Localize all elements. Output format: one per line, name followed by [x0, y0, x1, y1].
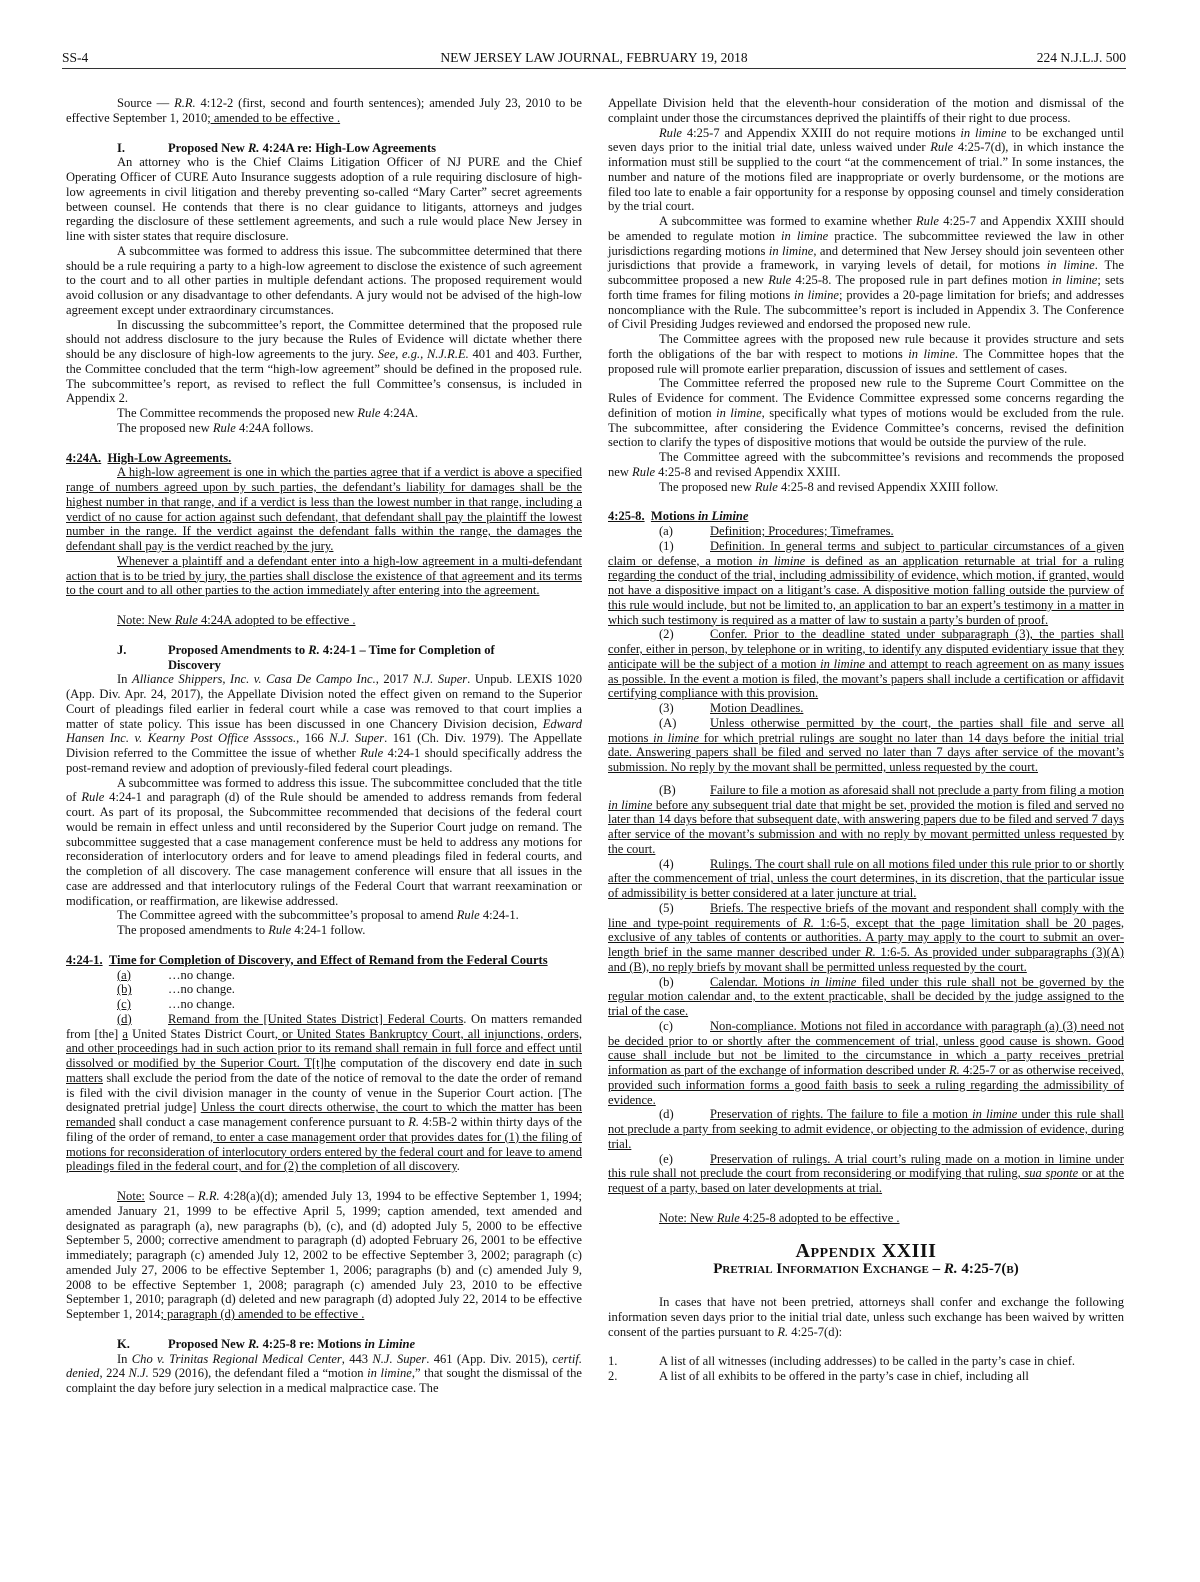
- rule-subheading: (3) Motion Deadlines.: [659, 701, 804, 715]
- rule-4-25-8-heading: 4:25-8. Motions in Limine: [608, 509, 749, 524]
- appendix-subtitle: Pretrial Information Exchange – R. 4:25-7(b): [713, 1261, 1019, 1278]
- rule-text: (b) Calendar. Motions in limine filed under this rule shall not be governed by the regular motion calendar and, to the extent practicable, shall be decided by the judge assigned to the trial of the case.: [608, 974, 1124, 1018]
- section-j-heading-cont: Discovery: [168, 657, 221, 672]
- page-number: SS-4: [62, 50, 89, 65]
- paragraph: In discussing the subcommittee’s report, the Committee determined that the proposed rule should not address disclosure to the jury because the Rules of Evidence will dictate whether there should be any disclosure of high-low agreements to the jury. See, e.g., N.J.R.E. 401 and 403. Further, the Committee concluded that the term “high-low agreement” should be defined in the proposed rule. The subcommittee’s report, as revised to reflect the full Committee’s consensus, is included in Appendix 2.: [66, 317, 583, 406]
- list-item: 1. A list of all witnesses (including addresses) to be called in the party’s case in chief.: [608, 1354, 1076, 1369]
- paragraph: The Committee agrees with the proposed new rule because it provides structure and sets forth the obligations of the bar with respect to motions in limine. The Committee hopes that the proposed rule will promote earlier preparation, discussion of issues and settlement of cases.: [608, 332, 1124, 376]
- rule-subheading: (a) Definition; Procedures; Timeframes.: [659, 524, 894, 538]
- section-j-heading: J. Proposed Amendments to R. 4:24-1 – Time for Completion of: [117, 642, 495, 657]
- left-column: [66, 96, 582, 1396]
- citation: 224 N.J.L.J. 500: [1036, 50, 1126, 65]
- paragraph: The Committee agreed with the subcommittee’s revisions and recommends the proposed new Rule 4:25-8 and revised Appendix XXIII.: [608, 450, 1124, 479]
- section-k-heading: K. Proposed New R. 4:25-8 re: Motions in Limine: [117, 1336, 416, 1351]
- rule-4-24a-heading: 4:24A. High-Low Agreements.: [66, 450, 232, 465]
- rule-text: A high-low agreement is one in which the parties agree that if a verdict is above a specified range of numbers agreed upon by such parties, the defendant’s liability for damages shall be the highest number in that range, and if a verdict is less than the lowest number in that range, including a verdict of no cause for action against such defendant, that defendant shall pay the plaintiff the lowest number in the range. If the verdict against the defendant falls within the range, the damages the defendant shall pay is the verdict reached by the jury.: [66, 465, 582, 553]
- rule-text: (A) Unless otherwise permitted by the court, the parties shall file and serve all motions in limine for which pretrial rulings are sought no later than 14 days before the initial trial date. Answering papers shall be filed and served no later than 7 days after service of the movant’s submission. No reply by the movant shall be permitted, unless requested by the court.: [608, 715, 1124, 774]
- rule-text: Whenever a plaintiff and a defendant enter into a high-low agreement in a multi-defendant action that is to be tried by jury, the parties shall disclose the existence of that agreement and its terms to the court and to all other parties to the action immediately after entering into the agreement.: [66, 553, 582, 598]
- note: Note: New Rule 4:24A adopted to be effective .: [117, 613, 356, 627]
- paragraph: A subcommittee was formed to examine whether Rule 4:25-7 and Appendix XXIII should be amended to regulate motion in limine practice. The subcommittee reviewed the law in other jurisdictions regarding motions in limine, and determined that New Jersey should join seventeen other jurisdictions that provide a framework, in varying levels of detail, for motions in limine. The subcommittee proposed a new Rule 4:25-8. The proposed rule in part defines motion in limine; sets forth time frames for filing motions in limine; provides a 20-page limitation for briefs; and addresses noncompliance with the Rule. The subcommittee’s report is included in Appendix 3. The Conference of Civil Presiding Judges reviewed and endorsed the proposed new rule.: [608, 214, 1125, 332]
- paragraph: In Cho v. Trinitas Regional Medical Center, 443 N.J. Super. 461 (App. Div. 2015), certif. denied, 224 N.J. 529 (2016), the defendant filed a “motion in limine,” that sought the dismissal of the complaint the day before jury selection in a medical malpractice case. The: [66, 1351, 582, 1395]
- paragraph: The proposed new Rule 4:25-8 and revised Appendix XXIII follow.: [659, 479, 999, 494]
- section-i-heading: I. Proposed New R. 4:24A re: High-Low Agreements: [117, 140, 437, 155]
- note: Note: New Rule 4:25-8 adopted to be effective .: [659, 1210, 900, 1225]
- right-column: [608, 96, 1124, 1384]
- rule-text: (B) Failure to file a motion as aforesaid shall not preclude a party from filing a motion in limine before any subsequent trial date that might be set, provided the motion is filed and served no later than 14 days before that subsequent date, with answering papers due to be filed and served 7 days after service of the movant’s submission and with no reply by movant permitted unless requested by the court.: [608, 782, 1125, 856]
- rule-4-24-1-heading: 4:24-1. Time for Completion of Discovery, and Effect of Remand from the Federal Courts: [66, 952, 548, 967]
- paragraph: An attorney who is the Chief Claims Litigation Officer of NJ PURE and the Chief Operating Officer of CURE Auto Insurance suggests adoption of a rule requiring disclosure of high-low agreements in civil litigation and thereby preventing so-called “Mary Carter” secret agreements between counsel. He contends that there is no clear guidance to litigants, attorneys and judges regarding the disclosure of these settlement agreements, and such a rule would place New Jersey in line with sister states that require disclosure.: [66, 155, 582, 243]
- paragraph: A subcommittee was formed to address this issue. The subcommittee concluded that the title of Rule 4:24-1 and paragraph (d) of the Rule should be amended to address remands from federal court. As part of its proposal, the Subcommittee recommended that decisions of the federal court would be remain in effect unless and until reconsidered by the Superior Court judge on remand. The subcommittee suggested that a case management conference must be held to address any motions for reconsideration of interlocutory orders and for leave to amend pleadings filed in federal courts, and the completion of all discovery. The case management conference will ensure that all issues in the case are addressed and that interlocutory rulings of the Federal Court that warrant reexamination or modification, or reaffirmation, are likewise addressed.: [66, 775, 582, 908]
- list-item: (c) …no change.: [117, 997, 235, 1011]
- rule-text: (2) Confer. Prior to the deadline stated under subparagraph (3), the parties shall confer, either in person, by telephone or in writing, to identify any disputed evidentiary issue that they anticipate will be the subject of a motion in limine and attempt to reach agreement on as many issues as possible. In the event a motion is filed, the movant’s papers shall include a certification or affidavit certifying compliance with this provision.: [608, 627, 1124, 701]
- paragraph: The proposed amendments to Rule 4:24-1 follow.: [117, 923, 366, 937]
- paragraph: In cases that have not been pretried, attorneys shall confer and exchange the following information seven days prior to the initial trial date, unless such exchange has been waived by written consent of the parties pursuant to R. 4:25-7(d):: [608, 1295, 1124, 1339]
- rule-text: (4) Rulings. The court shall rule on all motions filed under this rule prior to or shortly after the commencement of trial, unless the court determines, in its discretion, that the particular issue of admissibility is better considered at a later juncture at trial.: [608, 856, 1124, 900]
- list-item: (a) …no change.: [117, 967, 235, 982]
- appendix-title: Appendix XXIII: [795, 1239, 937, 1262]
- rule-text: (1) Definition. In general terms and subject to particular circumstances of a given claim or defense, a motion in limine is defined as an application returnable at trial for a ruling regarding the conduct of the trial, including admissibility of evidence, which motion, if granted, would not have a dispositive impact on a litigant’s case. A dispositive motion falling outside the purview of this rule would include, but not be limited to, an application to bar an expert’s testimony in a matter in which such testimony is required as a matter of law to sustain a party’s burden of proof.: [608, 538, 1124, 627]
- paragraph: A subcommittee was formed to address this issue. The subcommittee determined that there should be a rule requiring a party to a high-low agreement to disclose the existence of such agreement to the court and to all other parties in multiple defendant actions. The proposed requirement would avoid collusion or any disadvantage to other defendants. A jury would not be advised of the high-low agreement except under extraordinary circumstances.: [66, 243, 582, 317]
- rule-paragraph-d: (d) Remand from the [United States District] Federal Courts. On matters remanded from [the] a United States District Court, or United States Bankruptcy Court, all injunctions, orders, and other proceedings had in such action prior to its remand shall remain in full force and effect until dissolved or modified by the Superior Court. T[t]he computation of the discovery end date in such matters shall exclude the period from the date of the notice of removal to the date the order of remand is filed with the civil division manager in the county of venue in the Superior Court action. [The designated pretrial judge] Unless the court directs otherwise, the court to which the matter has been remanded shall conduct a case management conference pursuant to R. 4:5B-2 within thirty days of the filing of the order of remand, to enter a case management order that provides dates for (1) the filing of motions for reconsideration of interlocutory orders entered by the federal court and for leave to amend pleadings filed in the federal court, and for (2) the completion of all discovery.: [66, 1011, 583, 1174]
- paragraph: The Committee referred the proposed new rule to the Supreme Court Committee on the Rules of Evidence for comment. The Evidence Committee expressed some concerns regarding the definition of motion in limine, specifically what types of motions would be excluded from the rule. The subcommittee, after considering the Evidence Committee’s concerns, revised the definition section to clarify the types of dispositive motions that would be outside the purview of the rule.: [608, 376, 1124, 450]
- rule-text: (e) Preservation of rulings. A trial court’s ruling made on a motion in limine under this rule shall not preclude the court from reconsidering or modifying that ruling, sua sponte or at the request of a party, based on later developments at trial.: [608, 1151, 1125, 1195]
- rule-text: (5) Briefs. The respective briefs of the movant and respondent shall comply with the line and type-point requirements of R. 1:6-5, except that the page limitation shall be 20 pages, exclusive of any tables of contents or authorities. A party may apply to the court to submit an over-length brief in the same manner described under R. 1:6-5. As provided under subparagraphs (3)(A) and (B), no reply briefs by movant shall be permitted unless requested by the court.: [608, 900, 1124, 974]
- list-item: (b) …no change.: [117, 982, 235, 997]
- paragraph: The Committee agreed with the subcommittee’s proposal to amend Rule 4:24-1.: [117, 908, 519, 923]
- list-item: 2. A list of all exhibits to be offered in the party’s case in chief, including all: [608, 1369, 1029, 1383]
- source-note: Source — R.R. 4:12-2 (first, second and fourth sentences); amended July 23, 2010 to be effective September 1, 2010; amended to be effective .: [66, 96, 582, 125]
- paragraph: The Committee recommends the proposed new Rule 4:24A.: [117, 406, 419, 420]
- page-header: [62, 48, 1126, 69]
- paragraph: The proposed new Rule 4:24A follows.: [117, 420, 314, 435]
- rule-text: (c) Non-compliance. Motions not filed in accordance with paragraph (a) (3) need not be decided prior to or shortly after the commencement of trial, unless good cause is shown. Good cause shall include but not be limited to the circumstance in which a party receives pretrial information as part of the exchange of information described under R. 4:25-7 or as otherwise received, provided such information forms a good faith basis to seek a ruling regarding the admissibility of evidence.: [608, 1018, 1124, 1107]
- rule-text: (d) Preservation of rights. The failure to file a motion in limine under this rule shall not preclude a party from seeking to admit evidence, or objecting to the admission of evidence, during trial.: [608, 1107, 1124, 1151]
- note: Note: Source – R.R. 4:28(a)(d); amended July 13, 1994 to be effective September 1, 1994; amended January 21, 1999 to be effective April 5, 1999; caption amended, text amended and designated as paragraph (a), new paragraphs (b), (c), and (d) adopted July 5, 2000 to be effective September 5, 2000; corrective amendment to paragraph (d) adopted February 26, 2001 to be effective immediately; paragraph (c) amended July 12, 2002 to be effective September 3, 2002; paragraph (c) amended July 27, 2006 to be effective September 1, 2006; paragraphs (b) and (c) amended July 9, 2008 to be effective September 1, 2008; paragraph (c) amended July 23, 2010 to be effective September 1, 2010; paragraph (d) deleted and new paragraph (d) adopted July 22, 2014 to be effective September 1, 2014; paragraph (d) amended to be effective .: [66, 1189, 582, 1321]
- paragraph: In Alliance Shippers, Inc. v. Casa De Campo Inc., 2017 N.J. Super. Unpub. LEXIS 1020 (App. Div. Apr. 24, 2017), the Appellate Division noted the effect given on remand to the Superior Court of pleadings filed earlier in federal court while a case was removed to that court implies a matter of state policy. This issue has been discussed in one Chancery Division decision, Edward Hansen Inc. v. Kearny Post Office Asssocs., 166 N.J. Super. 161 (Ch. Div. 1979). The Appellate Division referred to the Committee the issue of whether Rule 4:24-1 should specifically address the post-remand review and adoption of previously-filed federal court pleadings.: [66, 672, 583, 775]
- paragraph: Rule 4:25-7 and Appendix XXIII do not require motions in limine to be exchanged until seven days prior to the initial trial date, unless waived under Rule 4:25-7(d), in which instance the information must still be supplied to the court “at the commencement of trial.” In some instances, the number and nature of the motions filed are inappropriate or overly burdensome, or the motions are filed too late to enable a fair opportunity for a response by opposing counsel and timely consideration by the trial court.: [608, 125, 1124, 214]
- paragraph: Appellate Division held that the eleventh-hour consideration of the motion and dismissal of the complaint under those the circumstances deprived the plaintiffs of their right to due process.: [608, 96, 1124, 125]
- publication-title: NEW JERSEY LAW JOURNAL, FEBRUARY 19, 2018: [440, 50, 748, 65]
